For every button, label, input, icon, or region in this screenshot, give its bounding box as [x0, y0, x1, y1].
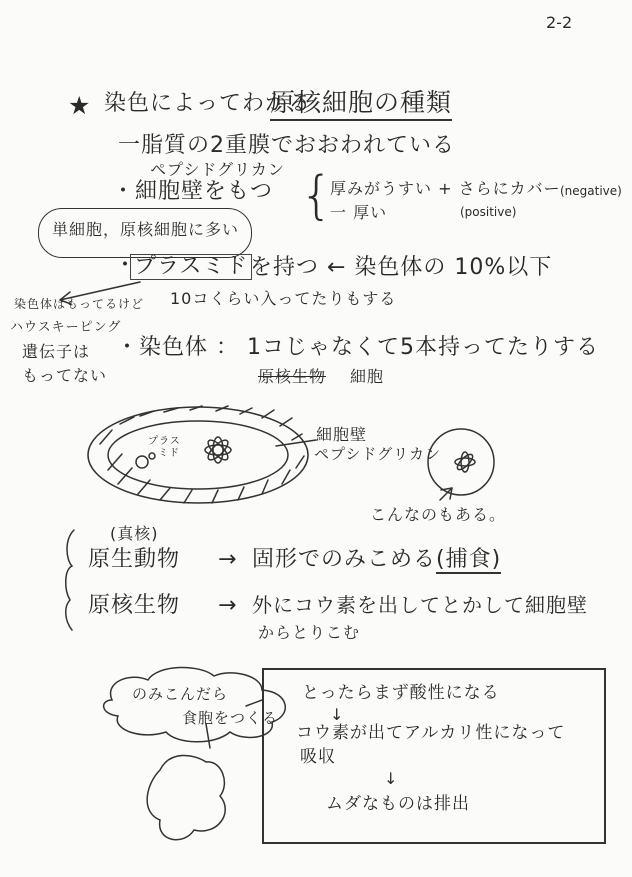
process-step-2b: 吸収 — [300, 747, 336, 767]
process-step-2: コウ素が出てアルカリ性になって — [296, 723, 566, 743]
protozoa-label: 原生動物 — [88, 547, 181, 572]
plasmid-diagram-label-1: プラス — [148, 436, 181, 447]
plasmid-circle-small — [149, 453, 155, 459]
plasmid-boxed: プラスミド — [130, 254, 252, 280]
nucleoid-flower-2 — [455, 452, 475, 472]
prokaryote-label: 原核生物 — [88, 593, 181, 618]
comparison-bracket — [66, 530, 74, 630]
prokaryote-arrow: → — [218, 593, 237, 618]
thin-wall-text: 厚みがうすい + さらにカバー — [330, 179, 561, 198]
plasmid-circle — [136, 456, 148, 468]
also-exists-text: こんなのもある。 — [370, 505, 507, 524]
chromosome-line: ・染色体 ： 1コじゃなくて5本持ってたりする — [116, 335, 599, 360]
prokaryote-text: 外にコウ素を出してとかして細胞壁 — [252, 593, 588, 617]
plasmid-sub: 10コくらい入ってたりもする — [170, 289, 397, 308]
negative-label: (negative) — [560, 184, 622, 198]
plasmid-bullet: ・ — [114, 253, 137, 278]
process-arrow-2: ↓ — [384, 769, 398, 788]
left-note-line-4: もってない — [22, 366, 108, 385]
chromosome-sub-rest: 細胞 — [350, 367, 385, 386]
process-step-3: ムダなものは排出 — [326, 794, 470, 814]
brace-icon: { — [300, 166, 334, 226]
protozoa-text: 固形でのみこめる — [252, 547, 437, 572]
eukaryote-tag: (真核) — [110, 524, 159, 543]
chromosome-sub-struck: 原核生物 — [258, 367, 327, 386]
title-prefix: 染色によってわかる — [104, 91, 312, 116]
process-connector — [246, 700, 262, 706]
protozoa-arrow: → — [218, 547, 237, 572]
plasmid-diagram-label-2: ミド — [158, 448, 180, 459]
lipid-bilayer-line: 一脂質の2重膜でおおわれている — [118, 133, 455, 158]
cell-wall-diagram-label-1: 細胞壁 — [316, 425, 368, 444]
page-number: 2-2 — [546, 13, 573, 32]
bubble-arrow-line — [60, 282, 140, 300]
cell-wall-diagram-label-2: ペプシドグリカン — [314, 445, 441, 463]
single-cell-text: 単細胞，原核細胞に多い — [52, 220, 240, 239]
cloud-note-line-2: 食胞をつくる — [182, 709, 279, 727]
positive-label: (positive) — [460, 205, 517, 219]
peptidoglycan-note: ペプシドグリカン — [150, 160, 285, 179]
cloud-shape — [104, 667, 286, 741]
cloud-tail — [206, 724, 210, 748]
predation-label: (捕食) — [436, 548, 501, 574]
cloud-note-line-1: のみこんだら — [132, 685, 229, 703]
left-note-line-2: ハウスキーピング — [10, 320, 122, 335]
page-title: 原核細胞の種類 — [270, 89, 452, 121]
process-arrow-1: ↓ — [330, 705, 344, 724]
star-icon: ★ — [68, 91, 91, 120]
process-step-1: とったらまず酸性になる — [302, 683, 500, 703]
thick-wall-text: 一 厚い — [330, 203, 388, 222]
nucleoid-flower-1 — [205, 437, 231, 463]
left-note-line-3: 遺伝子は — [22, 342, 91, 361]
left-note-line-1: 染色体はもってるけど — [14, 297, 145, 311]
plasmid-rest: を持つ ← 染色体の 10%以下 — [250, 255, 553, 280]
amoeba-blob — [147, 755, 225, 839]
prokaryote-text-2: からとりこむ — [258, 623, 361, 642]
cell-wall-line: ・細胞壁をもつ — [112, 179, 274, 204]
cell-inner-oval — [108, 421, 288, 489]
